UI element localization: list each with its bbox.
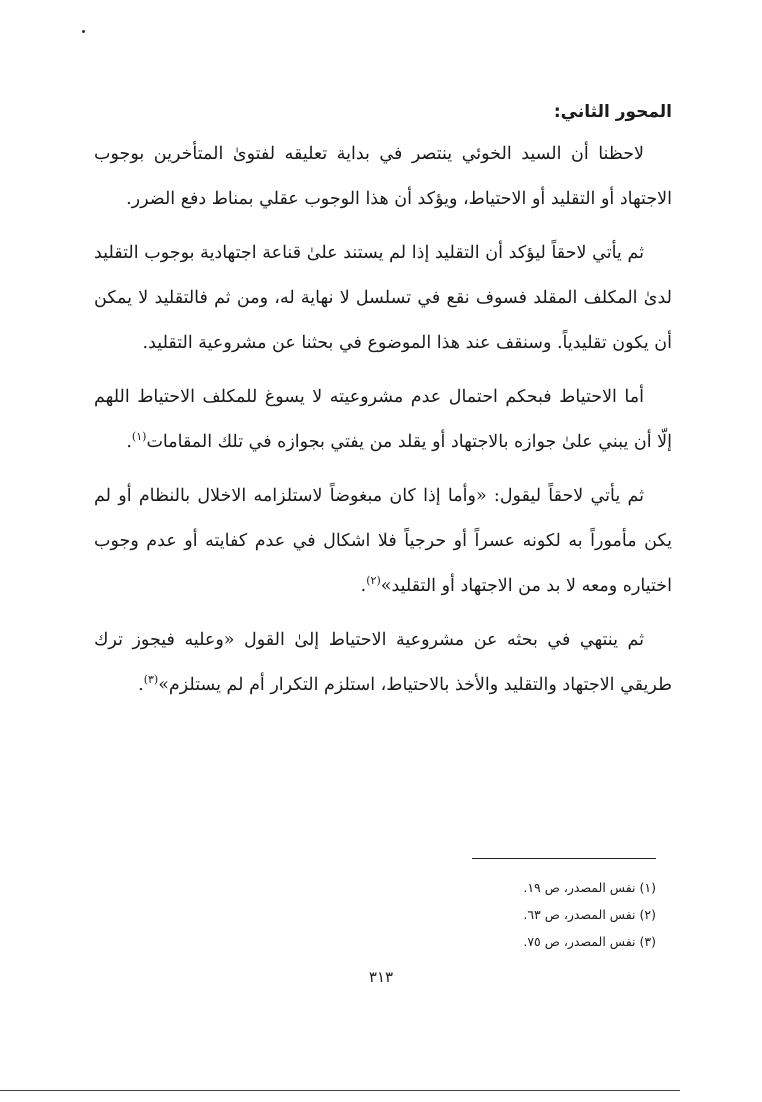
page-number: ٣١٣ (368, 968, 394, 986)
footnote: (١) نفس المصدر، ص ١٩. (523, 880, 656, 895)
paragraph: ثم ينتهي في بحثه عن مشروعية الاحتياط إلىٰ القول «وعليه فيجوز ترك طريقي الاجتهاد والتقليد والأخذ بالاحتياط، استلزم التكرار أم لم يستلزم»$^{(٣)}$. (94, 630, 672, 695)
paragraph (94, 132, 672, 222)
section-heading: المحور الثاني: (553, 102, 672, 122)
footnote-reference: (١) (131, 430, 147, 444)
paragraph-text: ثم يأتي لاحقاً ليقول: «وأما إذا كان مبغوضاً لاستلزامه الاخلال بالنظام أو لم يكن مأموراً به لكونه عسراً أو حرجياً فلا اشكال في عدم كفايته أو عدم وجوب اختياره ومعه لا بد من الاجتهاد أو التقليد» (94, 486, 672, 596)
footnote: (٣) نفس المصدر، ص ٧٥. (523, 934, 656, 949)
scan-edge-line (0, 1090, 680, 1091)
paragraph (94, 231, 672, 366)
paragraph-text: أما الاحتياط فبحكم احتمال عدم مشروعيته لا يسوغ للمكلف الاحتياط اللهم إلّا أن يبني علىٰ جوازه بالاجتهاد أو يقلد من يفتي بجوازه في تلك المقامات (94, 387, 672, 452)
scan-speck (82, 30, 85, 33)
paragraph-text: ثم يأتي لاحقاً ليؤكد أن التقليد إذا لم يستند علىٰ قناعة اجتهادية بوجوب التقليد لدىٰ المكلف المقلد فسوف نقع في تسلسل لا نهاية له، ومن ثم فالتقليد لا يمكن أن يكون تقليدياً. وسنقف عند هذا الموضوع في بحثنا عن مشروعية التقليد. (94, 243, 672, 353)
footnote-reference: (٣) (143, 673, 159, 687)
paragraph-text: ثم ينتهي في بحثه عن مشروعية الاحتياط إلىٰ القول «وعليه فيجوز ترك طريقي الاجتهاد والتقليد والأخذ بالاحتياط، استلزم التكرار أم لم يستلزم» (94, 630, 672, 695)
paragraph-text: لاحظنا أن السيد الخوئي ينتصر في بداية تعليقه لفتوىٰ المتأخرين بوجوب الاجتهاد أو التقليد أو الاحتياط، ويؤكد أن هذا الوجوب عقلي بمناط دفع الضرر. (94, 144, 672, 209)
footnote-divider (472, 858, 656, 859)
footnotes (356, 874, 656, 955)
main-text (94, 98, 672, 717)
footnote: (٢) نفس المصدر، ص ٦٣. (523, 907, 656, 922)
paragraph: ثم يأتي لاحقاً ليقول: «وأما إذا كان مبغوضاً لاستلزامه الاخلال بالنظام أو لم يكن مأموراً به لكونه عسراً أو حرجياً فلا اشكال في عدم كفايته أو عدم وجوب اختياره ومعه لا بد من الاجتهاد أو التقليد»$^{(٢)}$. (94, 486, 672, 596)
footnote-reference: (٢) (366, 574, 381, 588)
paragraph: أما الاحتياط فبحكم احتمال عدم مشروعيته لا يسوغ للمكلف الاحتياط اللهم إلّا أن يبني علىٰ جوازه بالاجتهاد أو يقلد من يفتي بجوازه في تلك المقامات$^{(١)}$. (94, 387, 672, 452)
